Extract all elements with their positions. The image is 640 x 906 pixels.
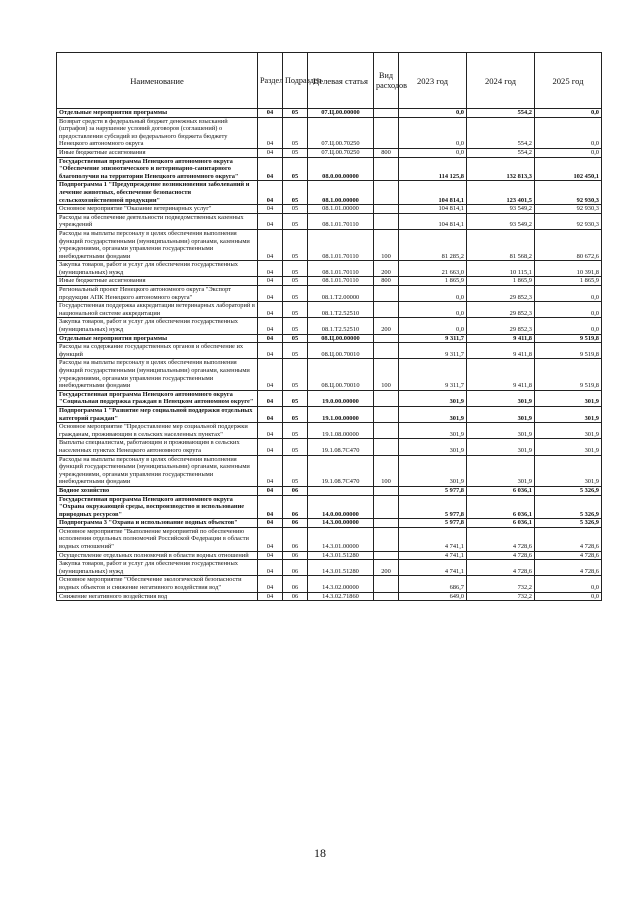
table-row <box>57 359 602 390</box>
cell-2025: 0,0 <box>535 148 602 157</box>
cell-2025: 301,9 <box>535 455 602 486</box>
cell-name: Иные бюджетные ассигнования <box>57 148 258 157</box>
cell-expense-type: 200 <box>374 261 399 277</box>
cell-2023: 301,9 <box>399 390 467 406</box>
cell-2025: 0,0 <box>535 576 602 592</box>
cell-2024: 554,2 <box>467 148 535 157</box>
cell-target: 19.1.08.00000 <box>308 423 374 439</box>
cell-expense-type <box>374 286 399 302</box>
cell-expense-type: 100 <box>374 229 399 260</box>
table-row <box>57 302 602 318</box>
budget-table <box>56 52 602 601</box>
cell-2024: 301,9 <box>467 390 535 406</box>
cell-2025: 301,9 <box>535 390 602 406</box>
table-row <box>57 551 602 560</box>
cell-subsection: 05 <box>283 439 308 455</box>
table-row <box>57 205 602 214</box>
cell-expense-type <box>374 157 399 181</box>
cell-2023: 104 814,1 <box>399 213 467 229</box>
cell-section: 04 <box>258 109 283 118</box>
cell-2023: 301,9 <box>399 423 467 439</box>
header-subsection: Подраздел <box>283 53 308 109</box>
cell-2024: 9 411,8 <box>467 343 535 359</box>
cell-2025: 0,0 <box>535 592 602 601</box>
table-row <box>57 576 602 592</box>
cell-2023: 649,0 <box>399 592 467 601</box>
cell-subsection: 05 <box>283 181 308 205</box>
cell-target: 14.3.01.51280 <box>308 560 374 576</box>
cell-target: 08.1.01.70110 <box>308 261 374 277</box>
cell-2025: 4 728,6 <box>535 527 602 551</box>
header-2024: 2024 год <box>467 53 535 109</box>
cell-2023: 301,9 <box>399 455 467 486</box>
cell-2025: 9 519,8 <box>535 359 602 390</box>
cell-name: Расходы на выплаты персоналу в целях обеспечения выполнения функций государственными (муниципальными) органами, казенными учреждениями, органами управления государственными внебюджетными фондами <box>57 455 258 486</box>
cell-subsection: 05 <box>283 390 308 406</box>
cell-subsection: 05 <box>283 286 308 302</box>
cell-name: Основное мероприятие "Предоставление мер социальной поддержки гражданам, проживающим в сельских населенных пунктах" <box>57 423 258 439</box>
cell-subsection: 06 <box>283 576 308 592</box>
cell-2023: 4 741,1 <box>399 527 467 551</box>
cell-2025: 5 326,9 <box>535 495 602 519</box>
cell-2025: 9 519,8 <box>535 343 602 359</box>
cell-name: Отдельные мероприятия программы <box>57 334 258 343</box>
table-row <box>57 261 602 277</box>
cell-section: 04 <box>258 261 283 277</box>
cell-subsection: 05 <box>283 157 308 181</box>
cell-name: Государственная программа Ненецкого автономного округа "Обеспечение эпизоотического и ветеринарно-санитарного благополучия на территории Ненецкого автономного округа" <box>57 157 258 181</box>
cell-target: 19.1.00.00000 <box>308 406 374 422</box>
cell-2025: 92 930,3 <box>535 181 602 205</box>
cell-2025: 102 450,1 <box>535 157 602 181</box>
cell-target: 07.Ц.00.70250 <box>308 117 374 148</box>
cell-expense-type: 200 <box>374 318 399 334</box>
table-row <box>57 286 602 302</box>
cell-target: 08.1.01.70110 <box>308 213 374 229</box>
table-row <box>57 277 602 286</box>
cell-2023: 0,0 <box>399 148 467 157</box>
cell-2025: 92 930,3 <box>535 213 602 229</box>
cell-2025: 92 930,3 <box>535 205 602 214</box>
cell-2023: 0,0 <box>399 302 467 318</box>
cell-section: 04 <box>258 277 283 286</box>
cell-target: 07.Ц.00.70250 <box>308 148 374 157</box>
table-row <box>57 390 602 406</box>
cell-section: 04 <box>258 148 283 157</box>
cell-target: 07.Ц.00.00000 <box>308 109 374 118</box>
cell-name: Расходы на содержание государственных органов и обеспечение их функций <box>57 343 258 359</box>
cell-subsection: 05 <box>283 117 308 148</box>
cell-name: Государственная поддержка аккредитации ветеринарных лабораторий в национальной системе аккредитации <box>57 302 258 318</box>
cell-target: 14.0.00.00000 <box>308 495 374 519</box>
table-header-row <box>57 53 602 109</box>
cell-2023: 81 285,2 <box>399 229 467 260</box>
cell-2025: 0,0 <box>535 109 602 118</box>
cell-expense-type <box>374 439 399 455</box>
cell-target: 19.1.08.7С470 <box>308 455 374 486</box>
cell-2024: 1 865,9 <box>467 277 535 286</box>
cell-section: 04 <box>258 423 283 439</box>
cell-name: Водное хозяйство <box>57 486 258 495</box>
cell-section: 04 <box>258 551 283 560</box>
cell-target: 14.3.00.00000 <box>308 519 374 528</box>
cell-section: 04 <box>258 527 283 551</box>
cell-subsection: 06 <box>283 495 308 519</box>
table-row <box>57 592 602 601</box>
table-row <box>57 109 602 118</box>
cell-2023: 686,7 <box>399 576 467 592</box>
cell-expense-type <box>374 334 399 343</box>
cell-target: 14.3.01.00000 <box>308 527 374 551</box>
cell-subsection: 05 <box>283 406 308 422</box>
cell-2023: 0,0 <box>399 117 467 148</box>
cell-2024: 93 549,2 <box>467 205 535 214</box>
cell-2024: 4 728,6 <box>467 560 535 576</box>
cell-name: Закупка товаров, работ и услуг для обеспечения государственных (муниципальных) нужд <box>57 318 258 334</box>
cell-subsection: 06 <box>283 551 308 560</box>
header-section: Раздел <box>258 53 283 109</box>
table-row <box>57 318 602 334</box>
cell-subsection: 06 <box>283 527 308 551</box>
cell-target: 08.1.00.00000 <box>308 181 374 205</box>
cell-2024: 732,2 <box>467 592 535 601</box>
cell-expense-type: 100 <box>374 455 399 486</box>
cell-expense-type <box>374 527 399 551</box>
cell-section: 04 <box>258 406 283 422</box>
table-row <box>57 423 602 439</box>
cell-target: 08.1.Т2.00000 <box>308 286 374 302</box>
cell-name: Основное мероприятие "Обеспечение экологической безопасности водных объектов и снижение негативного воздействия вод" <box>57 576 258 592</box>
cell-2025: 0,0 <box>535 117 602 148</box>
cell-section: 04 <box>258 455 283 486</box>
cell-target: 14.3.02.00000 <box>308 576 374 592</box>
cell-expense-type <box>374 576 399 592</box>
cell-2024: 123 401,5 <box>467 181 535 205</box>
table-row <box>57 181 602 205</box>
cell-name: Иные бюджетные ассигнования <box>57 277 258 286</box>
cell-name: Расходы на выплаты персоналу в целях обеспечения выполнения функций государственными (муниципальными) органами, казенными учреждениями, органами управления государственными внебюджетными фондами <box>57 359 258 390</box>
cell-2023: 5 977,8 <box>399 495 467 519</box>
cell-expense-type <box>374 117 399 148</box>
cell-target: 08.Ц.00.70010 <box>308 359 374 390</box>
cell-target: 08.Ц.00.00000 <box>308 334 374 343</box>
cell-2025: 301,9 <box>535 423 602 439</box>
cell-2024: 9 411,8 <box>467 359 535 390</box>
cell-section: 04 <box>258 439 283 455</box>
cell-section: 04 <box>258 334 283 343</box>
cell-subsection: 06 <box>283 519 308 528</box>
cell-2023: 104 814,1 <box>399 181 467 205</box>
table-row <box>57 343 602 359</box>
cell-2023: 5 977,8 <box>399 486 467 495</box>
cell-2023: 9 311,7 <box>399 334 467 343</box>
cell-2023: 104 814,1 <box>399 205 467 214</box>
cell-expense-type <box>374 406 399 422</box>
cell-expense-type <box>374 486 399 495</box>
cell-2025: 4 728,6 <box>535 551 602 560</box>
cell-section: 04 <box>258 213 283 229</box>
cell-2023: 4 741,1 <box>399 551 467 560</box>
table-row <box>57 213 602 229</box>
cell-2024: 93 549,2 <box>467 213 535 229</box>
cell-subsection: 05 <box>283 423 308 439</box>
cell-name: Подпрограмма 1 "Развитие мер социальной поддержки отдельных категорий граждан" <box>57 406 258 422</box>
cell-2023: 301,9 <box>399 406 467 422</box>
cell-expense-type: 800 <box>374 277 399 286</box>
cell-2025: 10 391,8 <box>535 261 602 277</box>
cell-expense-type: 800 <box>374 148 399 157</box>
cell-section: 04 <box>258 181 283 205</box>
cell-2025: 0,0 <box>535 318 602 334</box>
budget-table-page <box>56 52 601 601</box>
cell-expense-type <box>374 181 399 205</box>
table-row <box>57 486 602 495</box>
cell-2024: 4 728,6 <box>467 527 535 551</box>
page-number: 18 <box>314 846 326 860</box>
cell-target: 14.3.01.51280 <box>308 551 374 560</box>
cell-name: Выплаты специалистам, работающим и проживающим в сельских населенных пунктах Ненецкого автономного округа <box>57 439 258 455</box>
cell-name: Подпрограмма 1 "Предупреждение возникновения заболеваний и лечение животных, обеспечение безопасности сельскохозяйственной продукции" <box>57 181 258 205</box>
cell-expense-type <box>374 592 399 601</box>
cell-target: 08.Ц.00.70010 <box>308 343 374 359</box>
table-row <box>57 334 602 343</box>
cell-2023: 9 311,7 <box>399 343 467 359</box>
cell-target <box>308 486 374 495</box>
cell-subsection: 05 <box>283 334 308 343</box>
cell-expense-type <box>374 390 399 406</box>
cell-section: 04 <box>258 205 283 214</box>
cell-2024: 29 852,3 <box>467 302 535 318</box>
cell-subsection: 05 <box>283 109 308 118</box>
cell-expense-type <box>374 302 399 318</box>
cell-name: Снижение негативного воздействия вод <box>57 592 258 601</box>
cell-target: 08.0.00.00000 <box>308 157 374 181</box>
table-row <box>57 527 602 551</box>
header-2025: 2025 год <box>535 53 602 109</box>
cell-2024: 732,2 <box>467 576 535 592</box>
table-body <box>57 109 602 601</box>
cell-subsection: 05 <box>283 302 308 318</box>
header-2023: 2023 год <box>399 53 467 109</box>
cell-2023: 4 741,1 <box>399 560 467 576</box>
cell-target: 08.1.Т2.52510 <box>308 318 374 334</box>
cell-2023: 1 865,9 <box>399 277 467 286</box>
table-row <box>57 455 602 486</box>
cell-2024: 554,2 <box>467 109 535 118</box>
cell-2023: 0,0 <box>399 109 467 118</box>
cell-expense-type <box>374 205 399 214</box>
cell-2024: 10 115,1 <box>467 261 535 277</box>
table-row <box>57 148 602 157</box>
cell-expense-type: 200 <box>374 560 399 576</box>
cell-2025: 0,0 <box>535 302 602 318</box>
cell-target: 19.1.08.7С470 <box>308 439 374 455</box>
cell-expense-type <box>374 109 399 118</box>
header-expense-type: Вид расходов <box>374 53 399 109</box>
cell-2024: 301,9 <box>467 439 535 455</box>
cell-2023: 21 663,0 <box>399 261 467 277</box>
cell-section: 04 <box>258 229 283 260</box>
cell-section: 04 <box>258 576 283 592</box>
cell-2025: 1 865,9 <box>535 277 602 286</box>
cell-section: 04 <box>258 495 283 519</box>
table-row <box>57 439 602 455</box>
table-row <box>57 495 602 519</box>
cell-expense-type <box>374 495 399 519</box>
cell-section: 04 <box>258 560 283 576</box>
cell-target: 08.1.01.70110 <box>308 277 374 286</box>
cell-name: Региональный проект Ненецкого автономного округа "Экспорт продукции АПК Ненецкого автономного округа" <box>57 286 258 302</box>
cell-name: Государственная программа Ненецкого автономного округа "Охрана окружающей среды, воспроизводство и использование природных ресурсов" <box>57 495 258 519</box>
cell-subsection: 05 <box>283 205 308 214</box>
cell-subsection: 06 <box>283 592 308 601</box>
cell-name: Основное мероприятие "Оказание ветеринарных услуг" <box>57 205 258 214</box>
cell-subsection: 05 <box>283 213 308 229</box>
cell-section: 04 <box>258 592 283 601</box>
cell-2024: 554,2 <box>467 117 535 148</box>
cell-expense-type <box>374 343 399 359</box>
cell-2024: 4 728,6 <box>467 551 535 560</box>
cell-section: 04 <box>258 519 283 528</box>
cell-expense-type <box>374 213 399 229</box>
cell-name: Закупка товаров, работ и услуг для обеспечения государственных (муниципальных) нужд <box>57 560 258 576</box>
table-row <box>57 117 602 148</box>
cell-2025: 301,9 <box>535 439 602 455</box>
cell-subsection: 05 <box>283 261 308 277</box>
cell-subsection: 05 <box>283 229 308 260</box>
cell-subsection: 06 <box>283 486 308 495</box>
cell-2023: 0,0 <box>399 286 467 302</box>
cell-section: 04 <box>258 302 283 318</box>
cell-subsection: 05 <box>283 318 308 334</box>
cell-target: 14.3.02.71860 <box>308 592 374 601</box>
cell-2024: 301,9 <box>467 423 535 439</box>
cell-2023: 9 311,7 <box>399 359 467 390</box>
cell-2023: 5 977,8 <box>399 519 467 528</box>
cell-name: Расходы на обеспечение деятельности подведомственных казенных учреждений <box>57 213 258 229</box>
cell-expense-type <box>374 423 399 439</box>
cell-name: Основное мероприятие "Выполнение мероприятий по обеспечению исполнения отдельных полномочий Российской Федерации в области водных отношений" <box>57 527 258 551</box>
cell-name: Закупка товаров, работ и услуг для обеспечения государственных (муниципальных) нужд <box>57 261 258 277</box>
cell-target: 08.1.01.00000 <box>308 205 374 214</box>
cell-section: 04 <box>258 117 283 148</box>
cell-name: Возврат средств в федеральный бюджет денежных взысканий (штрафов) за нарушение условий договоров (соглашений) о предоставлении субсидий из федерального бюджета бюджету Ненецкого автономного округа <box>57 117 258 148</box>
table-row <box>57 157 602 181</box>
cell-name: Подпрограмма 3 "Охрана и использование водных объектов" <box>57 519 258 528</box>
cell-expense-type <box>374 551 399 560</box>
cell-2023: 301,9 <box>399 439 467 455</box>
cell-2024: 132 813,3 <box>467 157 535 181</box>
cell-2023: 114 125,8 <box>399 157 467 181</box>
cell-2024: 9 411,8 <box>467 334 535 343</box>
cell-2024: 301,9 <box>467 455 535 486</box>
header-target: Целевая статья <box>308 53 374 109</box>
cell-subsection: 05 <box>283 277 308 286</box>
cell-expense-type <box>374 519 399 528</box>
table-row <box>57 560 602 576</box>
cell-section: 04 <box>258 359 283 390</box>
table-row <box>57 406 602 422</box>
cell-section: 04 <box>258 486 283 495</box>
cell-2024: 6 036,1 <box>467 495 535 519</box>
cell-target: 19.0.00.00000 <box>308 390 374 406</box>
cell-target: 08.1.Т2.52510 <box>308 302 374 318</box>
table-row <box>57 519 602 528</box>
cell-2024: 301,9 <box>467 406 535 422</box>
cell-2024: 6 036,1 <box>467 519 535 528</box>
cell-subsection: 05 <box>283 455 308 486</box>
cell-2024: 81 568,2 <box>467 229 535 260</box>
cell-section: 04 <box>258 286 283 302</box>
cell-2025: 301,9 <box>535 406 602 422</box>
cell-subsection: 05 <box>283 359 308 390</box>
cell-2025: 80 672,6 <box>535 229 602 260</box>
cell-2025: 0,0 <box>535 286 602 302</box>
cell-expense-type: 100 <box>374 359 399 390</box>
cell-2024: 6 036,1 <box>467 486 535 495</box>
cell-subsection: 05 <box>283 343 308 359</box>
cell-name: Осуществление отдельных полномочий в области водных отношений <box>57 551 258 560</box>
cell-section: 04 <box>258 318 283 334</box>
cell-subsection: 06 <box>283 560 308 576</box>
cell-name: Отдельные мероприятия программы <box>57 109 258 118</box>
cell-2024: 29 852,3 <box>467 286 535 302</box>
cell-subsection: 05 <box>283 148 308 157</box>
header-name: Наименование <box>57 53 258 109</box>
cell-2024: 29 852,3 <box>467 318 535 334</box>
cell-2025: 4 728,6 <box>535 560 602 576</box>
cell-2025: 5 326,9 <box>535 486 602 495</box>
cell-name: Расходы на выплаты персоналу в целях обеспечения выполнения функций государственными (муниципальными) органами, казенными учреждениями, органами управления государственными внебюджетными фондами <box>57 229 258 260</box>
cell-section: 04 <box>258 343 283 359</box>
cell-name: Государственная программа Ненецкого автономного округа "Социальная поддержка граждан в Ненецком автономном округе" <box>57 390 258 406</box>
cell-section: 04 <box>258 390 283 406</box>
cell-2025: 9 519,8 <box>535 334 602 343</box>
cell-section: 04 <box>258 157 283 181</box>
cell-2025: 5 326,9 <box>535 519 602 528</box>
cell-target: 08.1.01.70110 <box>308 229 374 260</box>
cell-2023: 0,0 <box>399 318 467 334</box>
table-row <box>57 229 602 260</box>
